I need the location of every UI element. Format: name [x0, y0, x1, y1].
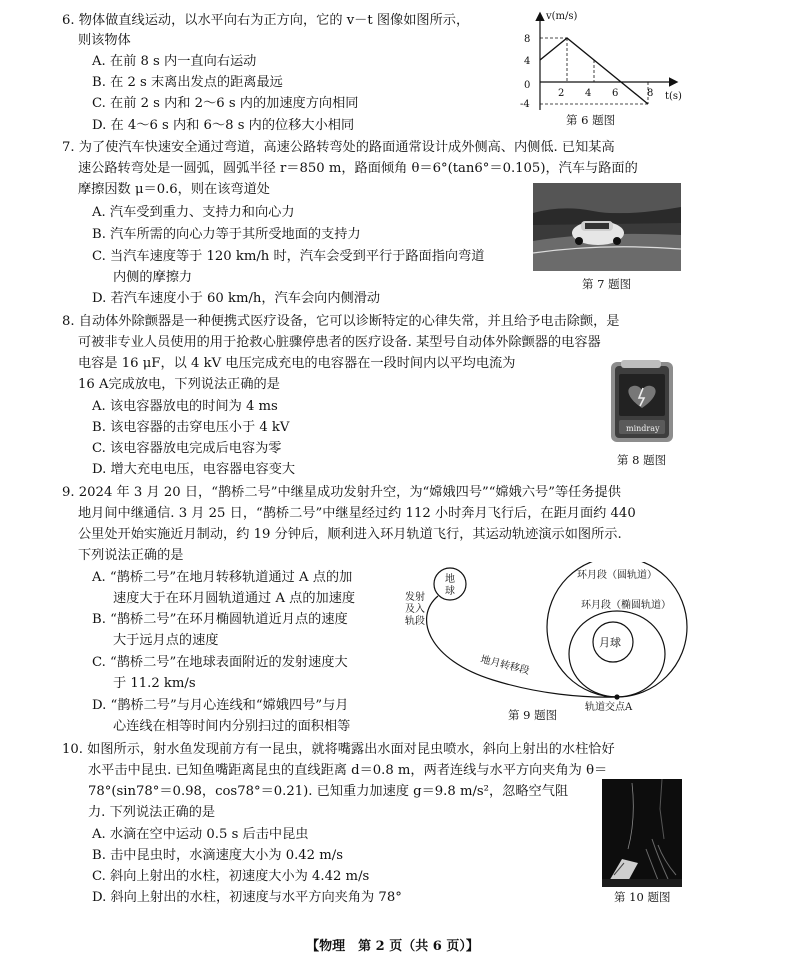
q9-option-d-line2: 心连线在相等时间内分别扫过的面积相等	[113, 719, 351, 734]
q7-option-c-line1: C. 当汽车速度等于 120 km/h 时，汽车会受到平行于路面指向弯道	[92, 249, 485, 264]
q8-stem-line3: 电容是 16 μF，以 4 kV 电压完成充电的电容器在一段时间内以平均电流为	[78, 356, 516, 371]
q6-ytick-neg4: -4	[520, 99, 530, 110]
q10-stem-line1: 10. 如图所示，射水鱼发现前方有一昆虫，就将嘴露出水面对昆虫喷水，斜向上射出的水柱恰好	[62, 742, 615, 757]
page-footer: 【物理 第 2 页（共 6 页）】	[306, 939, 479, 954]
q6-ytick-8: 8	[524, 34, 531, 45]
q8-caption: 第 8 题图	[617, 453, 667, 467]
q9-stem-line2: 地月间中继通信. 3 月 25 日，“鹊桥二号”中继星经过约 112 小时奔月飞行后，在距月面约 440	[78, 506, 636, 521]
q8-brand-label: mindray	[626, 424, 660, 433]
q9-option-c-line1: C. “鹊桥二号”在地球表面附近的发射速度大	[92, 655, 348, 670]
q6-option-b: B. 在 2 s 末离出发点的距离最远	[92, 75, 283, 90]
q10-stem-line2: 水平击中昆虫. 已知鱼嘴距离昆虫的直线距离 d＝0.8 m，两者连线与水平方向夹角为 θ＝	[88, 763, 608, 778]
q6-stem-line2: 则该物体	[78, 33, 131, 48]
q9-caption: 第 9 题图	[508, 708, 558, 722]
q9-earth-label-2: 球	[445, 586, 455, 597]
q7-car-photo	[533, 183, 681, 271]
q8-option-a: A. 该电容器放电的时间为 4 ms	[92, 399, 278, 414]
q8-defibrillator-photo	[605, 356, 681, 450]
q6-origin-label: 0	[524, 80, 531, 91]
q8-stem-line2: 可被非专业人员使用的用于抢救心脏骤停患者的医疗设备. 某型号自动体外除颤器的电容器	[78, 335, 601, 350]
q6-xtick-2: 2	[558, 88, 565, 99]
q9-option-c-line2: 于 11.2 km/s	[113, 676, 196, 691]
q7-option-c-line2: 内侧的摩擦力	[113, 270, 193, 285]
q9-option-a-line2: 速度大于在环月圆轨道通过 A 点的加速度	[113, 591, 356, 606]
q10-option-d: D. 斜向上射出的水柱，初速度与水平方向夹角为 78°	[92, 890, 402, 905]
q9-option-d-line1: D. “鹊桥二号”与月心连线和“嫦娥四号”与月	[92, 698, 349, 713]
q10-caption: 第 10 题图	[614, 890, 671, 904]
q10-option-a: A. 水滴在空中运动 0.5 s 后击中昆虫	[92, 827, 309, 842]
q6-caption: 第 6 题图	[566, 113, 616, 127]
q7-stem-line1: 7. 为了使汽车快速安全通过弯道，高速公路转弯处的路面通常设计成外侧高、内侧低. 已知某高	[62, 140, 615, 155]
q6-xtick-4: 4	[585, 88, 592, 99]
q9-stem-line4: 下列说法正确的是	[78, 548, 184, 563]
q6-ytick-4: 4	[524, 56, 531, 67]
q8-option-b: B. 该电容器的击穿电压小于 4 kV	[92, 420, 290, 435]
q10-option-b: B. 击中昆虫时，水滴速度大小为 0.42 m/s	[92, 848, 343, 863]
q10-stem-line3: 78°(sin78°＝0.98，cos78°＝0.21). 已知重力加速度 g＝9.8 m/s²，忽略空气阻	[88, 784, 569, 799]
q7-option-d: D. 若汽车速度小于 60 km/h，汽车会向内侧滑动	[92, 291, 381, 306]
q6-vt-graph	[516, 6, 694, 114]
q9-earth-label-1: 地	[445, 574, 455, 585]
q7-stem-line3: 摩擦因数 μ＝0.6，则在该弯道处	[78, 182, 270, 197]
q8-stem-line1: 8. 自动体外除颤器是一种便携式医疗设备，它可以诊断特定的心律失常，并且给予电击除颤，是	[62, 314, 620, 329]
q9-circle-orbit-label: 环月段（圆轨道）	[577, 570, 657, 581]
q9-stem-line3: 公里处开始实施近月制动，约 19 分钟后，顺利进入环月轨道飞行，其运动轨迹演示如图所示.	[78, 527, 622, 542]
q9-orbit-diagram	[398, 562, 698, 712]
q8-option-d: D. 增大充电电压，电容器电容变大	[92, 462, 296, 477]
q9-transfer-label: 地月转移段	[479, 654, 531, 678]
q9-option-b-line1: B. “鹊桥二号”在环月椭圆轨道近月点的速度	[92, 612, 348, 627]
q6-x-label: t(s)	[665, 91, 682, 102]
q7-option-b: B. 汽车所需的向心力等于其所受地面的支持力	[92, 227, 361, 242]
q8-option-c: C. 该电容器放电完成后电容为零	[92, 441, 282, 456]
q6-option-a: A. 在前 8 s 内一直向右运动	[92, 54, 257, 69]
q9-option-a-line1: A. “鹊桥二号”在地月转移轨道通过 A 点的加	[92, 570, 353, 585]
q6-option-c: C. 在前 2 s 内和 2～6 s 内的加速度方向相同	[92, 96, 359, 111]
q6-xtick-6: 6	[612, 88, 619, 99]
q9-launch-label-2: 及入	[405, 604, 425, 615]
q9-transfer-trajectory	[427, 596, 617, 697]
q7-stem-line2: 速公路转弯处是一圆弧，圆弧半径 r＝850 m，路面倾角 θ＝6°(tan6°＝0.105)，汽车与路面的	[78, 161, 638, 176]
q9-launch-label-1: 发射	[405, 592, 425, 603]
q8-stem-line4: 16 A完成放电，下列说法正确的是	[78, 377, 280, 392]
q9-moon-label: 月球	[599, 636, 621, 649]
q9-point-a-label: 轨道交点A	[585, 702, 633, 712]
q6-xtick-8: 8	[647, 88, 654, 99]
q6-stem-line1: 6. 物体做直线运动，以水平向右为正方向，它的 v－t 图像如图所示，	[62, 13, 470, 28]
q6-y-label: v(m/s)	[546, 11, 578, 22]
q10-stem-line4: 力. 下列说法正确的是	[88, 805, 216, 820]
q9-launch-label-3: 轨段	[405, 616, 425, 627]
q9-stem-line1: 9. 2024 年 3 月 20 日，“鹊桥二号”中继星成功发射升空，为“嫦娥四号”“嫦娥六号”等任务提供	[62, 485, 621, 500]
q9-ellipse-orbit-label: 环月段（椭圆轨道）	[581, 600, 671, 611]
q10-archerfish-photo	[602, 779, 682, 887]
q7-option-a: A. 汽车受到重力、支持力和向心力	[92, 205, 295, 220]
q6-option-d: D. 在 4～6 s 内和 6～8 s 内的位移大小相同	[92, 118, 355, 133]
q7-caption: 第 7 题图	[582, 277, 632, 291]
q9-option-b-line2: 大于远月点的速度	[113, 633, 219, 648]
q9-point-a	[614, 694, 619, 699]
q10-option-c: C. 斜向上射出的水柱，初速度大小为 4.42 m/s	[92, 869, 370, 884]
